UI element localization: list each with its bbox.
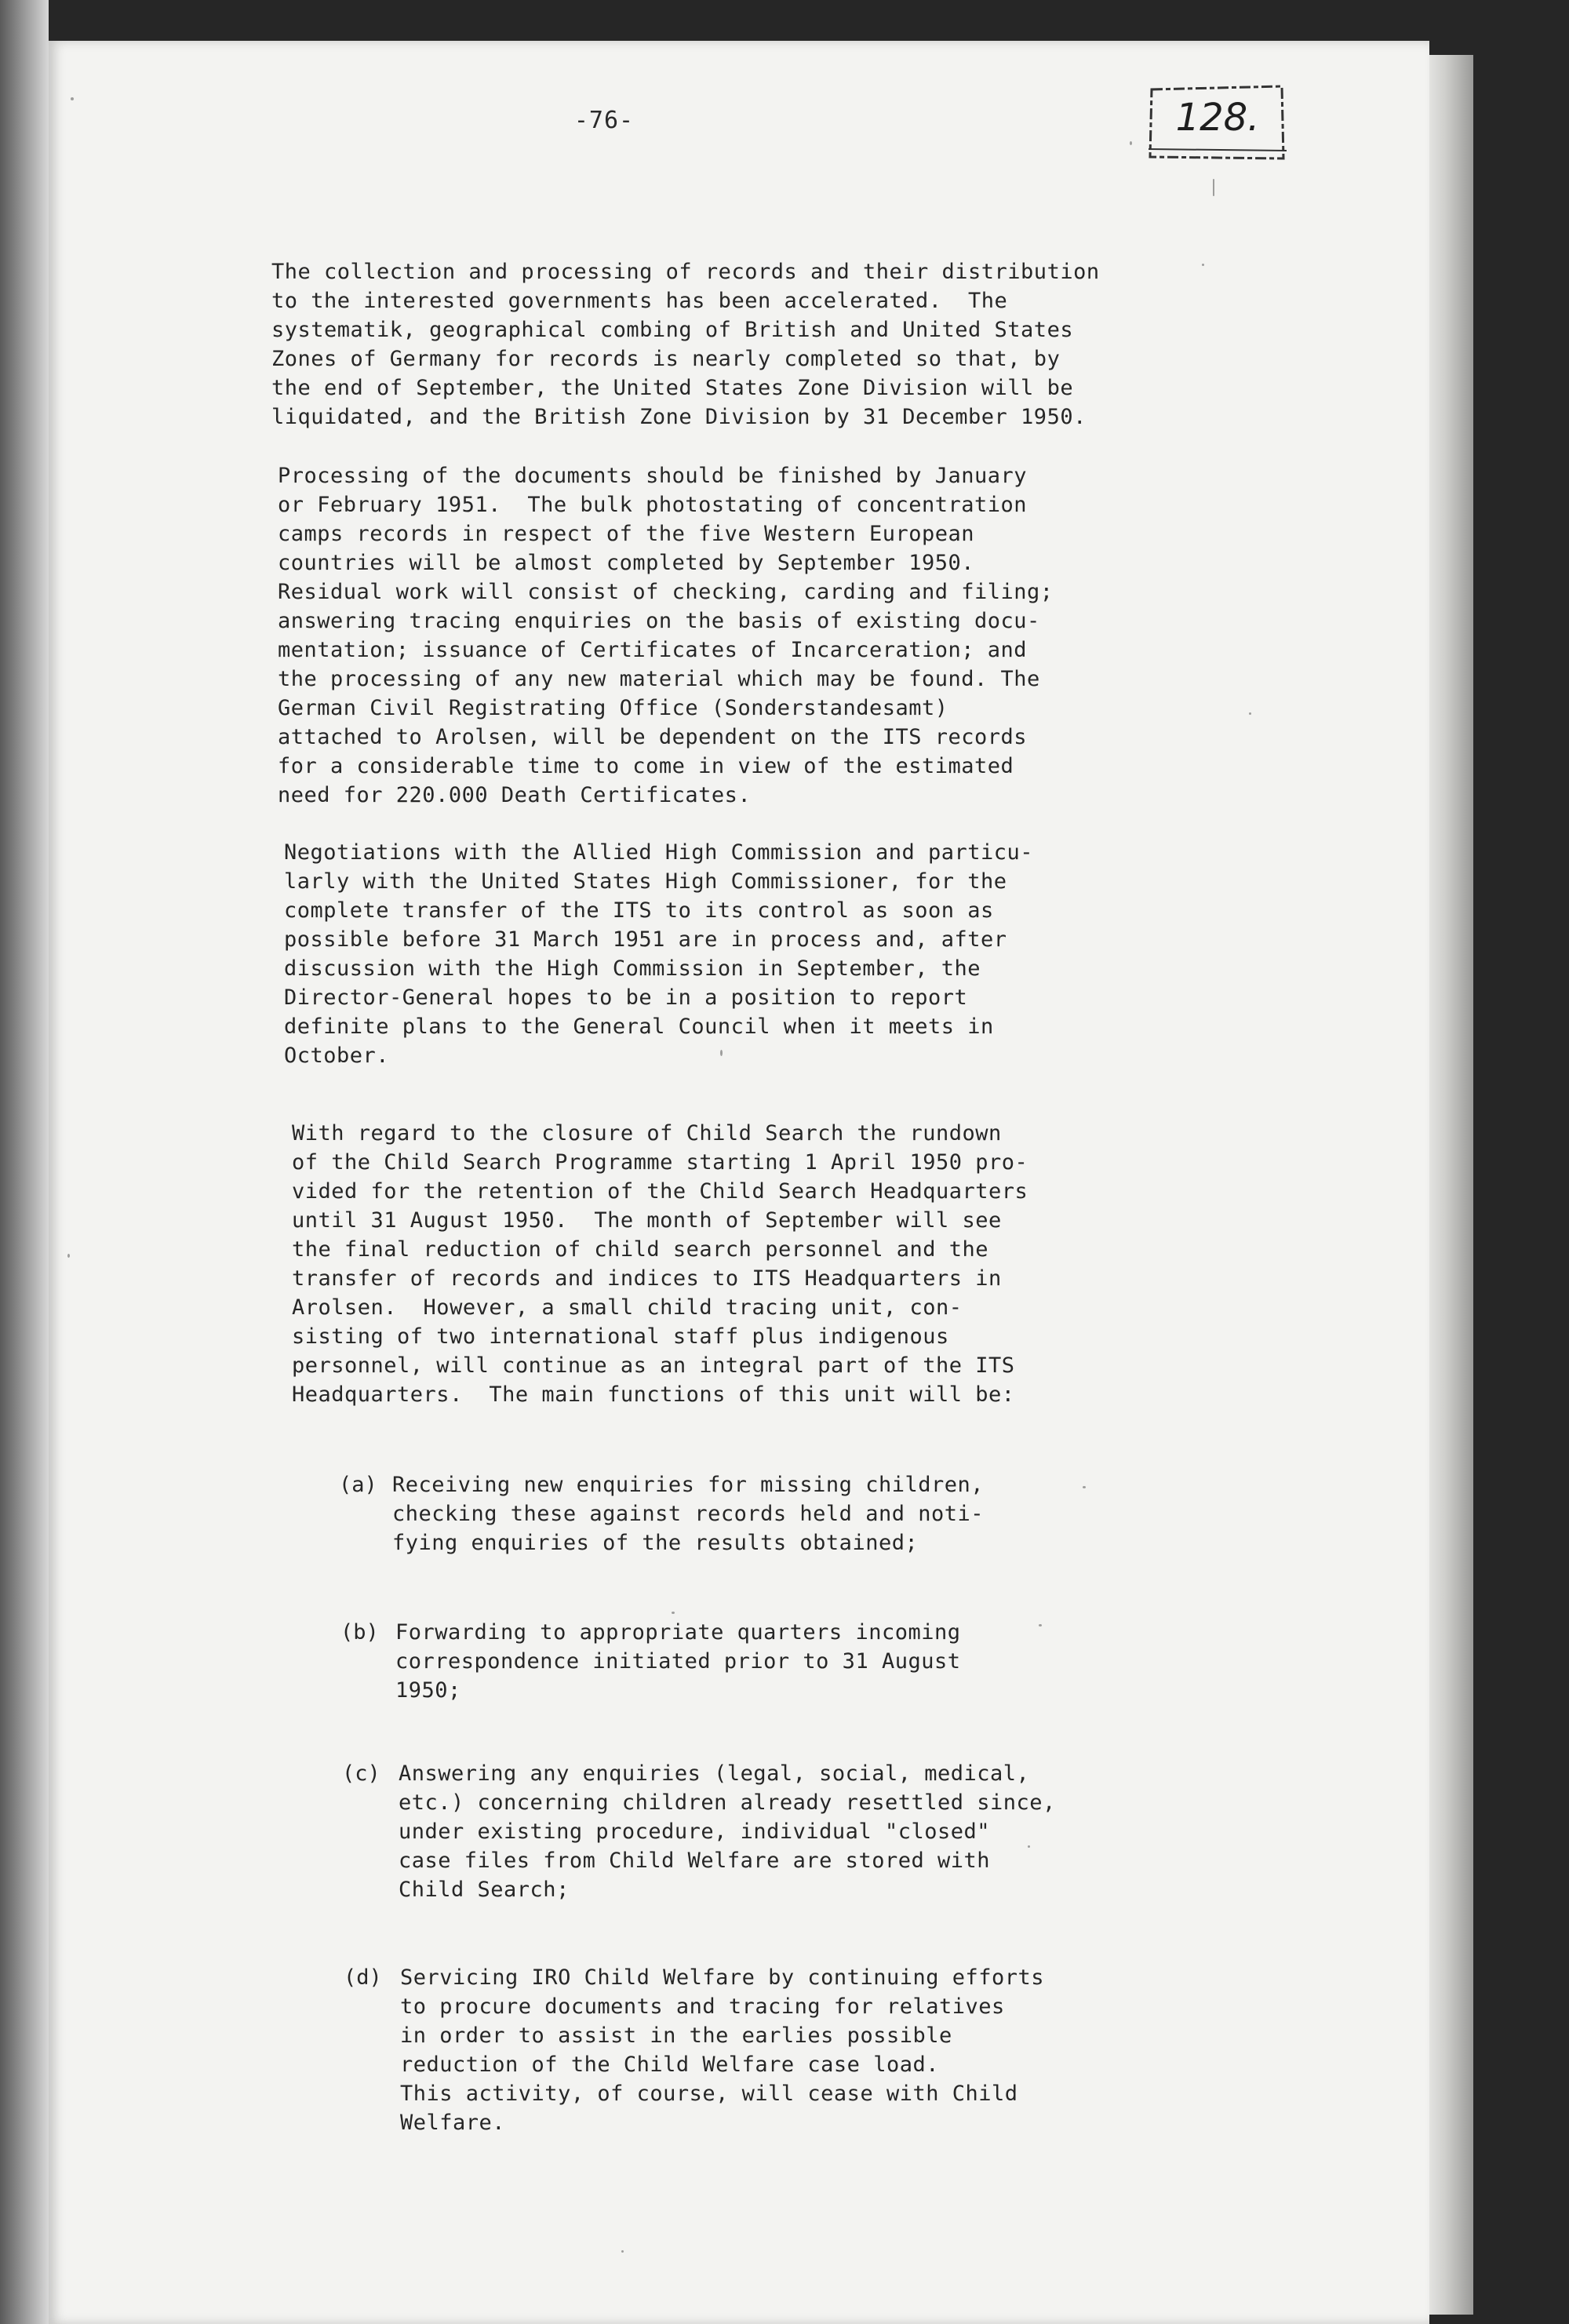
item-a-label: (a)	[339, 1473, 377, 1497]
item-d-text: Servicing IRO Child Welfare by continuing efforts to procure documents and tracing for relatives in order to assist in the earlies possible reduction of the Child Welfare case load. This activity, of course, will cease with Child Welfare.	[400, 1965, 1045, 2135]
item-b-label: (b)	[340, 1620, 379, 1645]
item-a-text: Receiving new enquiries for missing children, checking these against records held and noti- fying enquiries of the results obtained;	[392, 1473, 984, 1555]
item-c-label: (c)	[342, 1761, 380, 1786]
paragraph-4: With regard to the closure of Child Search the rundown of the Child Search Programme starting 1 April 1950 pro- vided for the retention of the Child Search Headquarters until 31 August 1950. The month of September will see the final reduction of child search personnel and the transfer of records and indices to ITS Headquarters in Arolsen. However, a small child tracing unit, con- sisting of two international staff plus indigenous personnel, will continue as an integral part of the ITS Headquarters. The main functions of this unit will be:	[292, 1121, 1028, 1407]
paragraph-1: The collection and processing of records and their distribution to the interested governments has been accelerated. The systematik, geographical combing of British and United States Zones of Germany for records is nearly completed so that, by the end of September, the United States Zone Division will be liquidated, and the British Zone Division by 31 December 1950.	[271, 260, 1100, 429]
paragraph-3: Negotiations with the Allied High Commission and particu- larly with the United States High Commissioner, for the complete transfer of the ITS to its control as soon as possible before 31 March 1951 are in process and, after discussion with the High Commission in September, the Director-General hopes to be in a position to report definite plans to the General Council when it meets in October.	[284, 840, 1034, 1068]
scan-background-left	[0, 0, 49, 2324]
page-number: -76-	[573, 107, 635, 134]
page-stack-edge	[1426, 55, 1473, 2315]
paragraph-2: Processing of the documents should be finished by January or February 1951. The bulk photostating of concentration camps records in respect of the five Western European countries will be almost completed by September 1950. Residual work will consist of checking, carding and filing; answering tracing enquiries on the basis of existing docu- mentation; issuance of Certificates of Incarceration; and the processing of any new material which may be found. The German Civil Registrating Office (Sonderstandesamt) attached to Arolsen, will be dependent on the ITS records for a considerable time to come in view of the estimated need for 220.000 Death Certificates.	[278, 464, 1054, 807]
item-b-text: Forwarding to appropriate quarters incoming correspondence initiated prior to 31 August 1950;	[395, 1620, 961, 1703]
item-d-label: (d)	[344, 1965, 382, 1990]
archive-number: 128.	[1175, 96, 1260, 140]
item-c-text: Answering any enquiries (legal, social, medical, etc.) concerning children already resettled since, under existing procedure, individual "closed" case files from Child Welfare are stored with Child Search;	[399, 1761, 1056, 1902]
document-page	[49, 41, 1429, 2324]
archive-number-stamp	[1141, 78, 1294, 166]
